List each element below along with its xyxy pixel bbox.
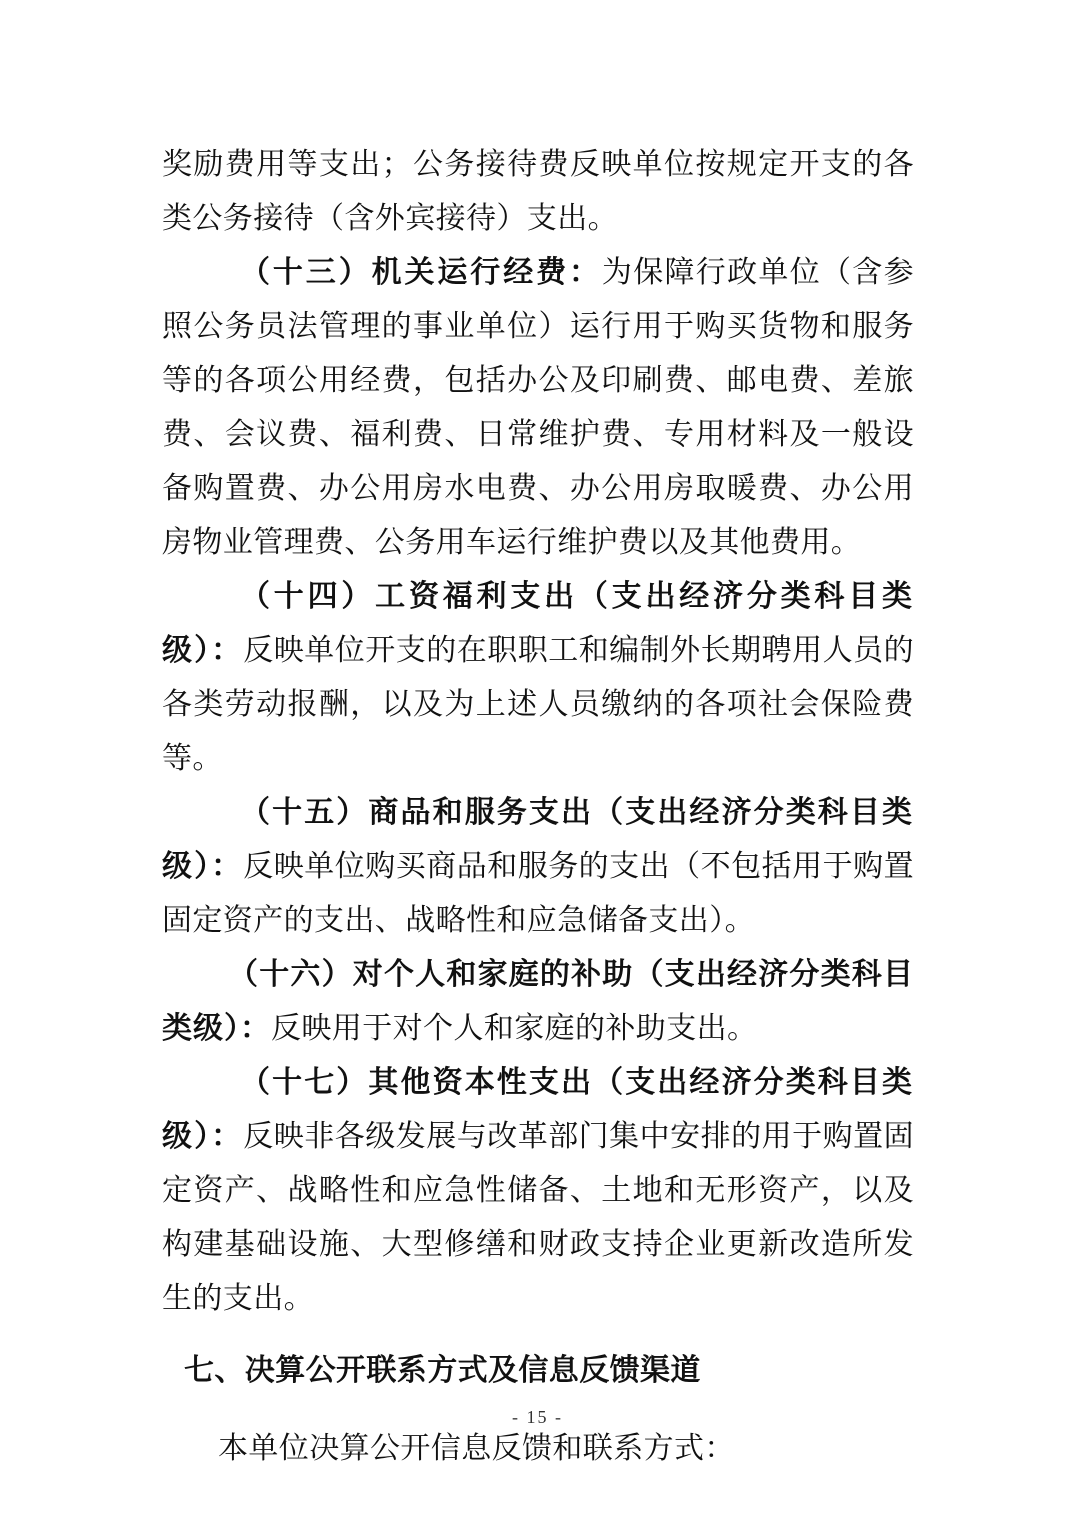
document-body	[162, 138, 914, 1476]
term-16-label: （十六）对个人和家庭的补助（支出经济分类科目类级）：	[162, 957, 914, 1046]
page-number: - 15 -	[512, 1407, 563, 1427]
term-15-label: （十五）商品和服务支出（支出经济分类科目类级）：	[162, 795, 914, 884]
term-16-body: 反映用于对个人和家庭的补助支出。	[271, 1011, 758, 1046]
paragraph-17	[162, 1056, 914, 1326]
paragraph-14	[162, 570, 914, 786]
term-17-label: （十七）其他资本性支出（支出经济分类科目类级）：	[162, 1065, 914, 1154]
paragraph-13	[162, 246, 914, 570]
contact-intro: 本单位决算公开信息反馈和联系方式：	[218, 1431, 735, 1466]
term-14-label: （十四）工资福利支出（支出经济分类科目类级）：	[162, 579, 914, 668]
paragraph-continuation: 奖励费用等支出；公务接待费反映单位按规定开支的各类公务接待（含外宾接待）支出。	[162, 147, 914, 236]
paragraph-16	[162, 948, 914, 1056]
paragraph-15	[162, 786, 914, 948]
term-15-body: 反映单位购买商品和服务的支出（不包括用于购置固定资产的支出、战略性和应急储备支出）。	[162, 849, 914, 938]
term-13-body: 为保障行政单位（含参照公务员法管理的事业单位）运行用于购买货物和服务等的各项公用经费，包括办公及印刷费、邮电费、差旅费、会议费、福利费、日常维护费、专用材料及一般设备购置费、办公用房水电费、办公用房取暖费、办公用房物业管理费、公务用车运行维护费以及其他费用。	[162, 255, 915, 560]
section-heading: 七、决算公开联系方式及信息反馈渠道	[184, 1353, 701, 1388]
term-13-label: （十三）机关运行经费：	[240, 255, 602, 290]
term-17-body: 反映非各级发展与改革部门集中安排的用于购置固定资产、战略性和应急性储备、土地和无形资产，以及构建基础设施、大型修缮和财政支持企业更新改造所发生的支出。	[162, 1119, 914, 1316]
term-14-body: 反映单位开支的在职职工和编制外长期聘用人员的各类劳动报酬，以及为上述人员缴纳的各项社会保险费等。	[162, 633, 914, 776]
